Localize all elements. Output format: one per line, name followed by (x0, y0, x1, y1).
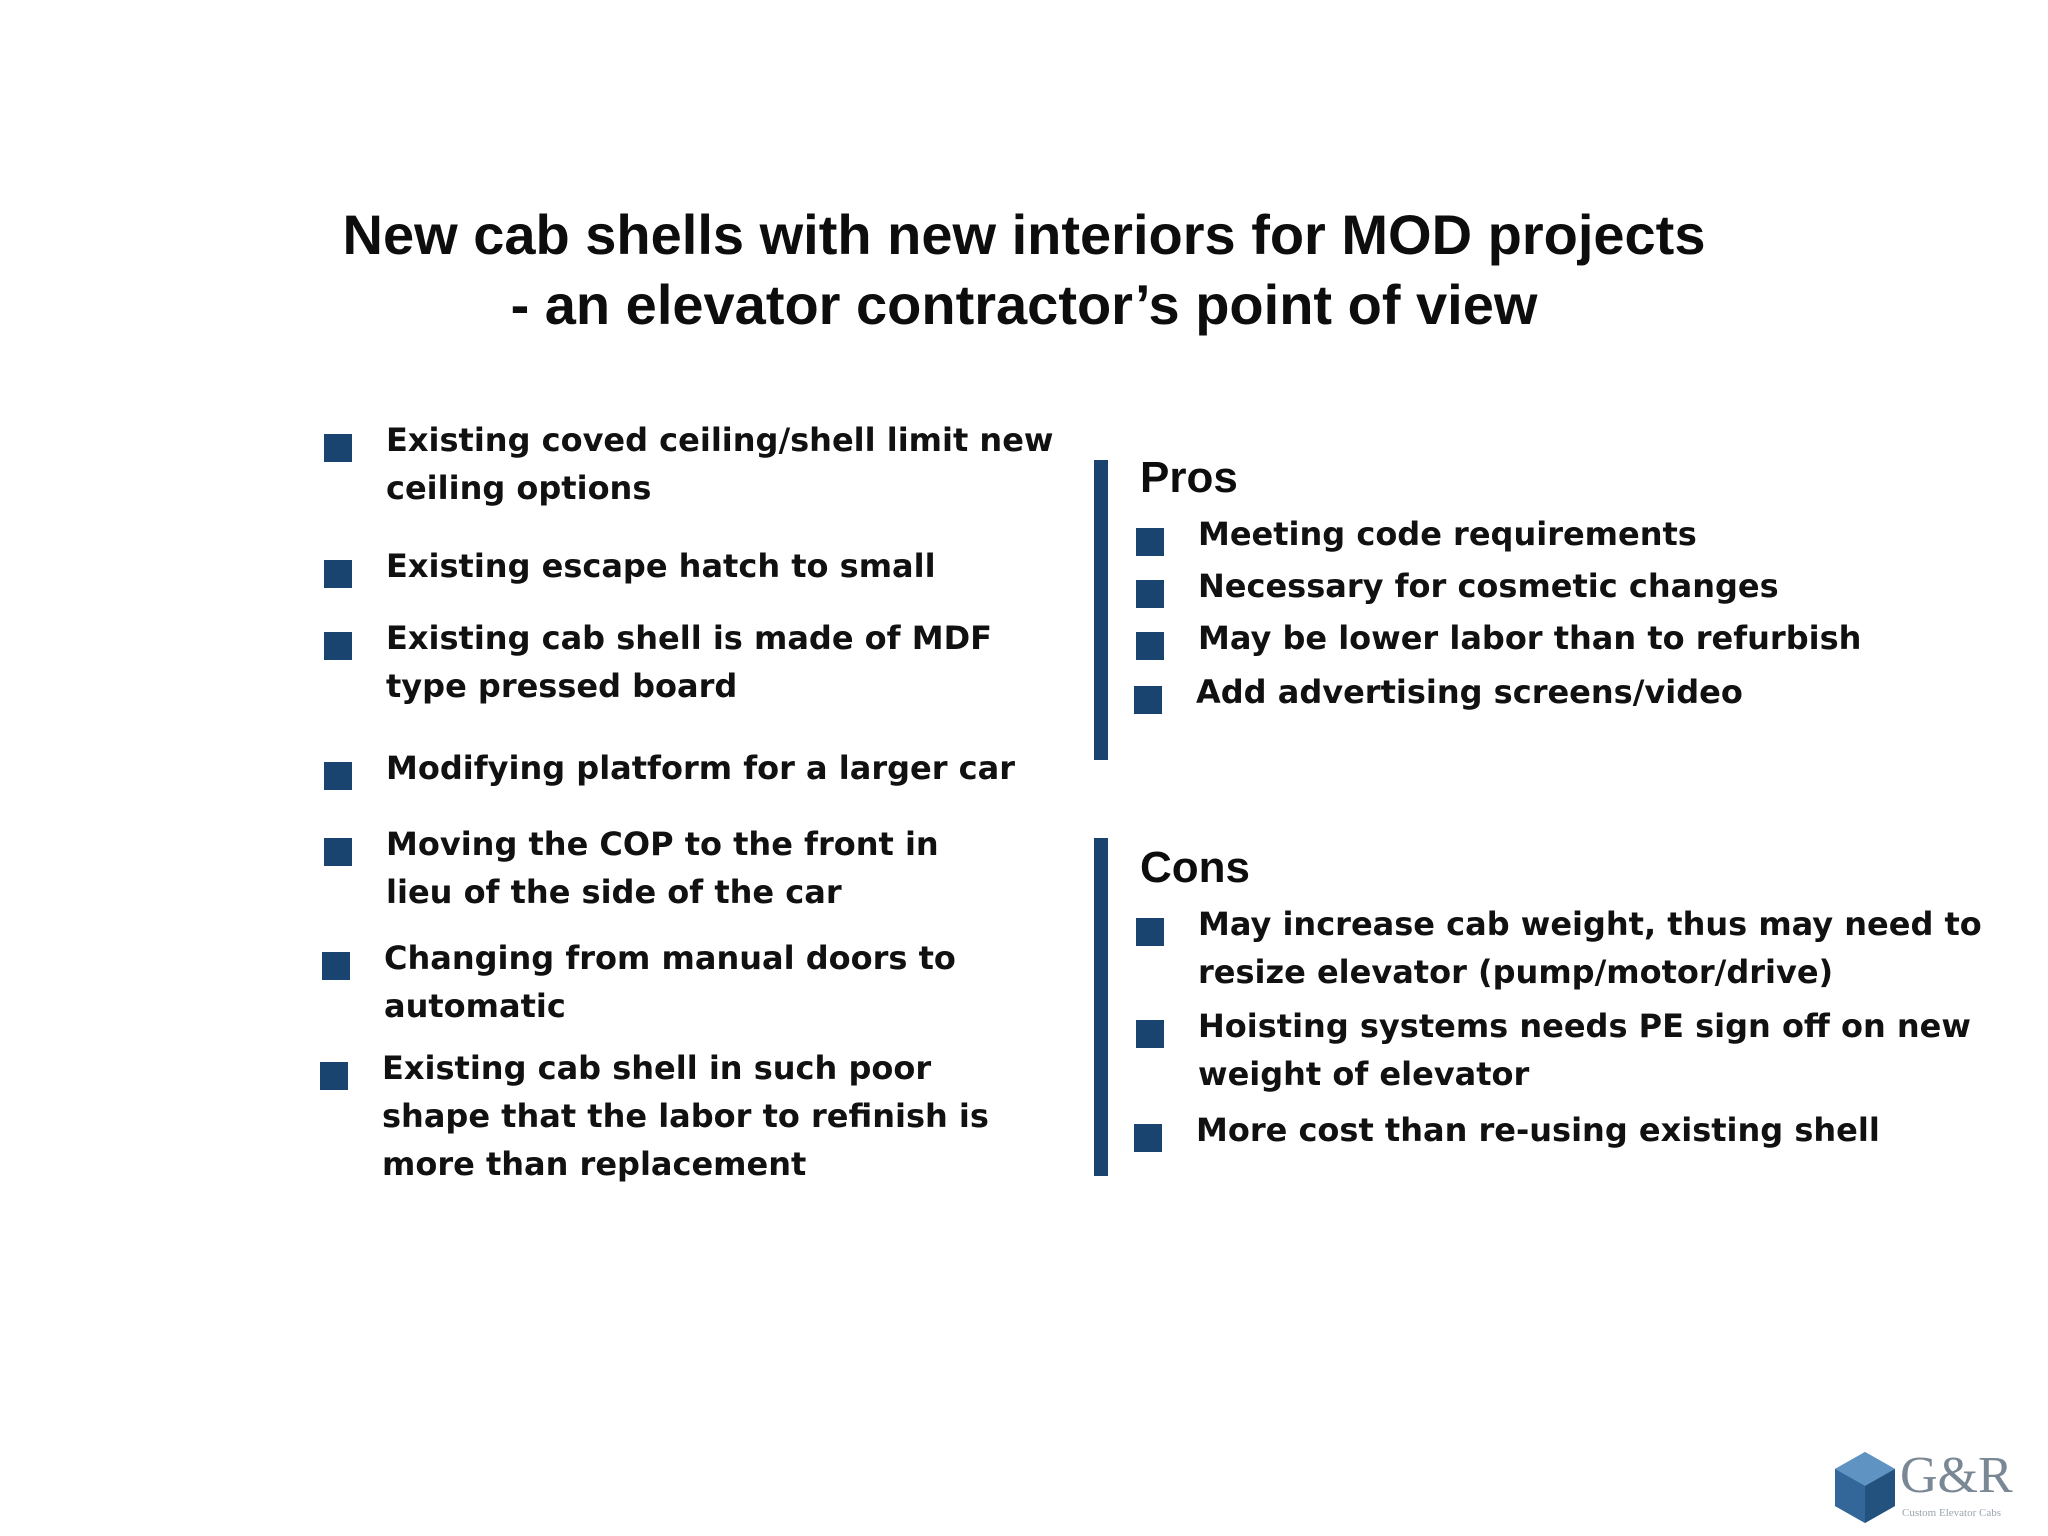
list-item-text: resize elevator (pump/motor/drive) (1198, 953, 1834, 991)
square-bullet-icon (1134, 1124, 1162, 1152)
pros-list-item (1196, 668, 1743, 716)
square-bullet-icon (324, 838, 352, 866)
list-item-text: lieu of the side of the car (386, 873, 842, 911)
square-bullet-icon (1136, 918, 1164, 946)
square-bullet-icon (324, 632, 352, 660)
left-list-item (384, 934, 956, 1030)
list-item-text: Meeting code requirements (1198, 515, 1697, 553)
square-bullet-icon (324, 434, 352, 462)
list-item-text: Hoisting systems needs PE sign off on new (1198, 1007, 1971, 1045)
hexagon-cube-icon (1832, 1450, 1898, 1526)
square-bullet-icon (1136, 1020, 1164, 1048)
left-list-item (386, 542, 936, 590)
list-item-text: ceiling options (386, 469, 652, 507)
list-item-text: Existing cab shell in such poor (382, 1049, 932, 1087)
left-list-item (386, 416, 1053, 512)
list-item-text: automatic (384, 987, 566, 1025)
square-bullet-icon (1136, 528, 1164, 556)
square-bullet-icon (1134, 686, 1162, 714)
list-item-text: Existing cab shell is made of MDF (386, 619, 992, 657)
list-item-text: weight of elevator (1198, 1055, 1530, 1093)
list-item-text: May increase cab weight, thus may need to (1198, 905, 1982, 943)
cons-heading: Cons (1140, 843, 1250, 892)
list-item-text: Add advertising screens/video (1196, 673, 1743, 711)
left-list-item (386, 614, 992, 710)
pros-list-item (1198, 614, 1861, 662)
pros-list-item (1198, 562, 1779, 610)
pros-divider-bar (1094, 460, 1108, 760)
logo-text: G&R (1900, 1447, 2013, 1504)
list-item-text: Moving the COP to the front in (386, 825, 939, 863)
list-item-text: May be lower labor than to refurbish (1198, 619, 1862, 657)
left-list-item (386, 820, 939, 916)
slide-title-line2: - an elevator contractor’s point of view (510, 273, 1538, 336)
list-item-text: Existing escape hatch to small (386, 547, 936, 585)
list-item-text: Modifying platform for a larger car (386, 749, 1015, 787)
list-item-text: Existing coved ceiling/shell limit new (386, 421, 1054, 459)
square-bullet-icon (320, 1062, 348, 1090)
list-item-text: Necessary for cosmetic changes (1198, 567, 1779, 605)
logo-subtext: Custom Elevator Cabs (1902, 1507, 2001, 1519)
list-item-text: more than replacement (382, 1145, 807, 1183)
cons-list-item (1198, 900, 1982, 996)
list-item-text: Changing from manual doors to (384, 939, 956, 977)
square-bullet-icon (324, 560, 352, 588)
list-item-text: More cost than re-using existing shell (1196, 1111, 1880, 1149)
cons-list-item (1198, 1002, 1971, 1098)
list-item-text: type pressed board (386, 667, 738, 705)
cons-list-item (1196, 1106, 1880, 1154)
square-bullet-icon (1136, 580, 1164, 608)
slide-title-line1: New cab shells with new interiors for MOD projects (342, 203, 1706, 266)
square-bullet-icon (1136, 632, 1164, 660)
left-list-item (382, 1044, 989, 1188)
pros-list-item (1198, 510, 1697, 558)
square-bullet-icon (324, 762, 352, 790)
slide-title (0, 200, 2048, 340)
square-bullet-icon (322, 952, 350, 980)
pros-heading: Pros (1140, 453, 1238, 502)
left-list-item (386, 744, 1015, 792)
cons-divider-bar (1094, 838, 1108, 1176)
list-item-text: shape that the labor to refinish is (382, 1097, 989, 1135)
company-logo (1832, 1448, 2022, 1528)
